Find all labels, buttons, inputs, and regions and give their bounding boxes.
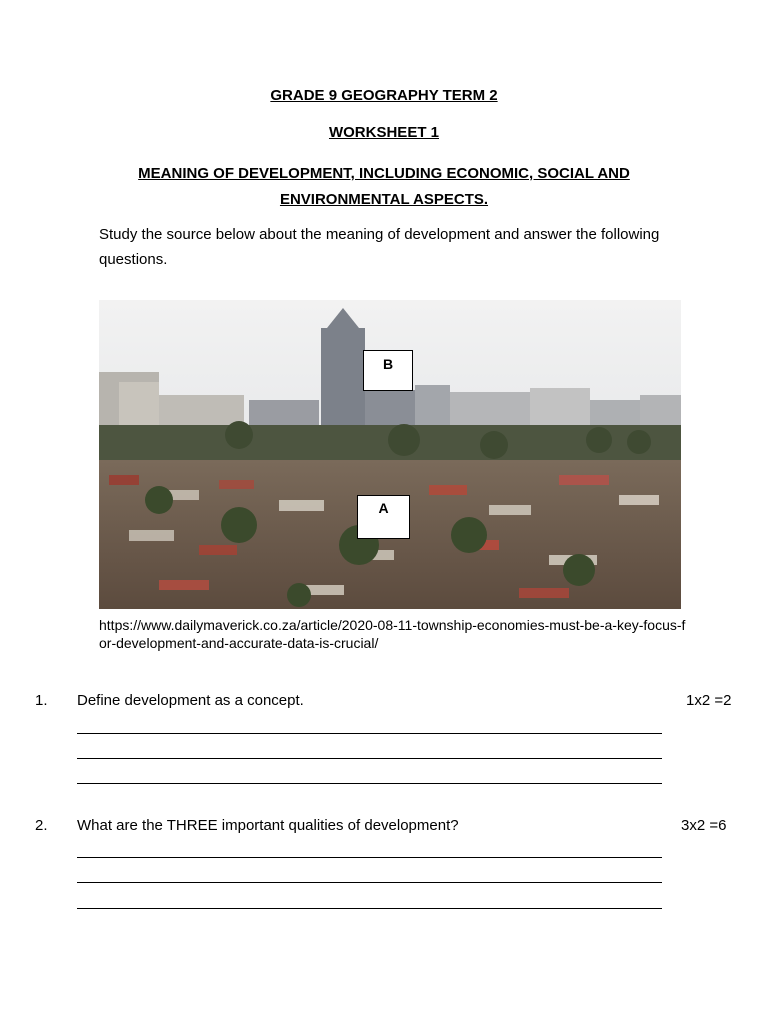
question-2-answer-line[interactable] (77, 857, 662, 858)
question-2-answer-line[interactable] (77, 882, 662, 883)
question-2-text: What are the THREE important qualities of development? (77, 817, 459, 834)
source-url: https://www.dailymaverick.co.za/article/2020-08-11-township-economies-must-be-a-key-focus-for-development-and-accurate-data-is-crucial/ (99, 617, 686, 651)
photo-label-a: A (357, 495, 410, 539)
worksheet-topic: MEANING OF DEVELOPMENT, INCLUDING ECONOMIC, SOCIAL AND ENVIRONMENTAL ASPECTS. (138, 165, 630, 208)
city-township-illustration (99, 300, 681, 609)
question-2-number: 2. (35, 817, 48, 834)
photo-label-b: B (363, 350, 413, 391)
tree-line (99, 421, 681, 465)
worksheet-title: GRADE 9 GEOGRAPHY TERM 2 (270, 87, 498, 104)
question-1-answer-line[interactable] (77, 758, 662, 759)
question-1-number: 1. (35, 692, 48, 709)
question-2-marks: 3x2 =6 (681, 817, 727, 834)
intro-instructions: Study the source below about the meaning of development and answer the following questions. (99, 226, 660, 268)
question-2-answer-line[interactable] (77, 908, 662, 909)
question-1-text: Define development as a concept. (77, 692, 304, 709)
worksheet-number: WORKSHEET 1 (328, 124, 439, 141)
question-1-marks: 1x2 =2 (686, 692, 732, 709)
question-1-answer-line[interactable] (77, 783, 662, 784)
question-1-answer-line[interactable] (77, 733, 662, 734)
source-photo-township-city (99, 300, 681, 609)
